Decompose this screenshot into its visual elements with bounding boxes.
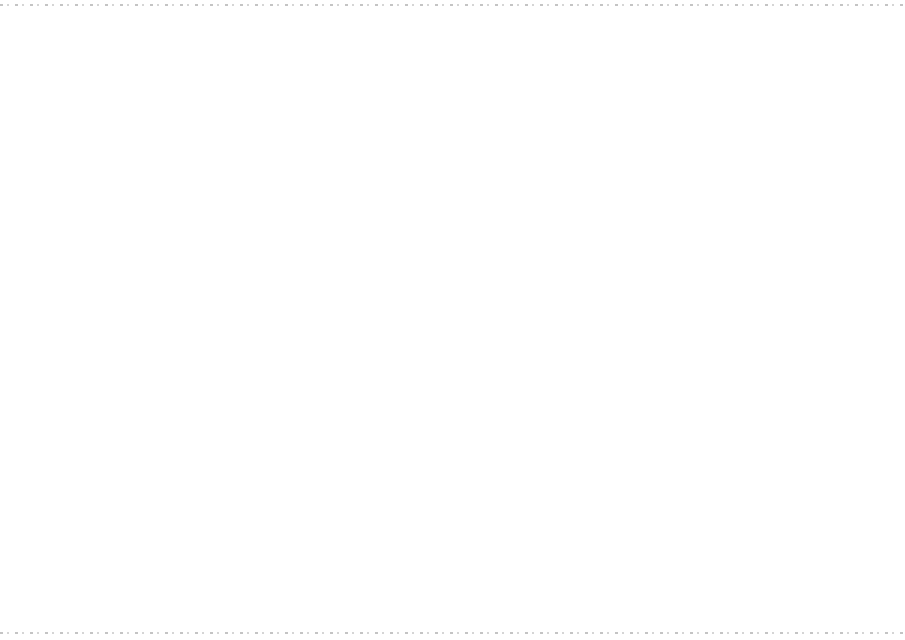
scan-artifact-top: [0, 4, 905, 6]
scan-artifact-bottom: [0, 632, 905, 634]
